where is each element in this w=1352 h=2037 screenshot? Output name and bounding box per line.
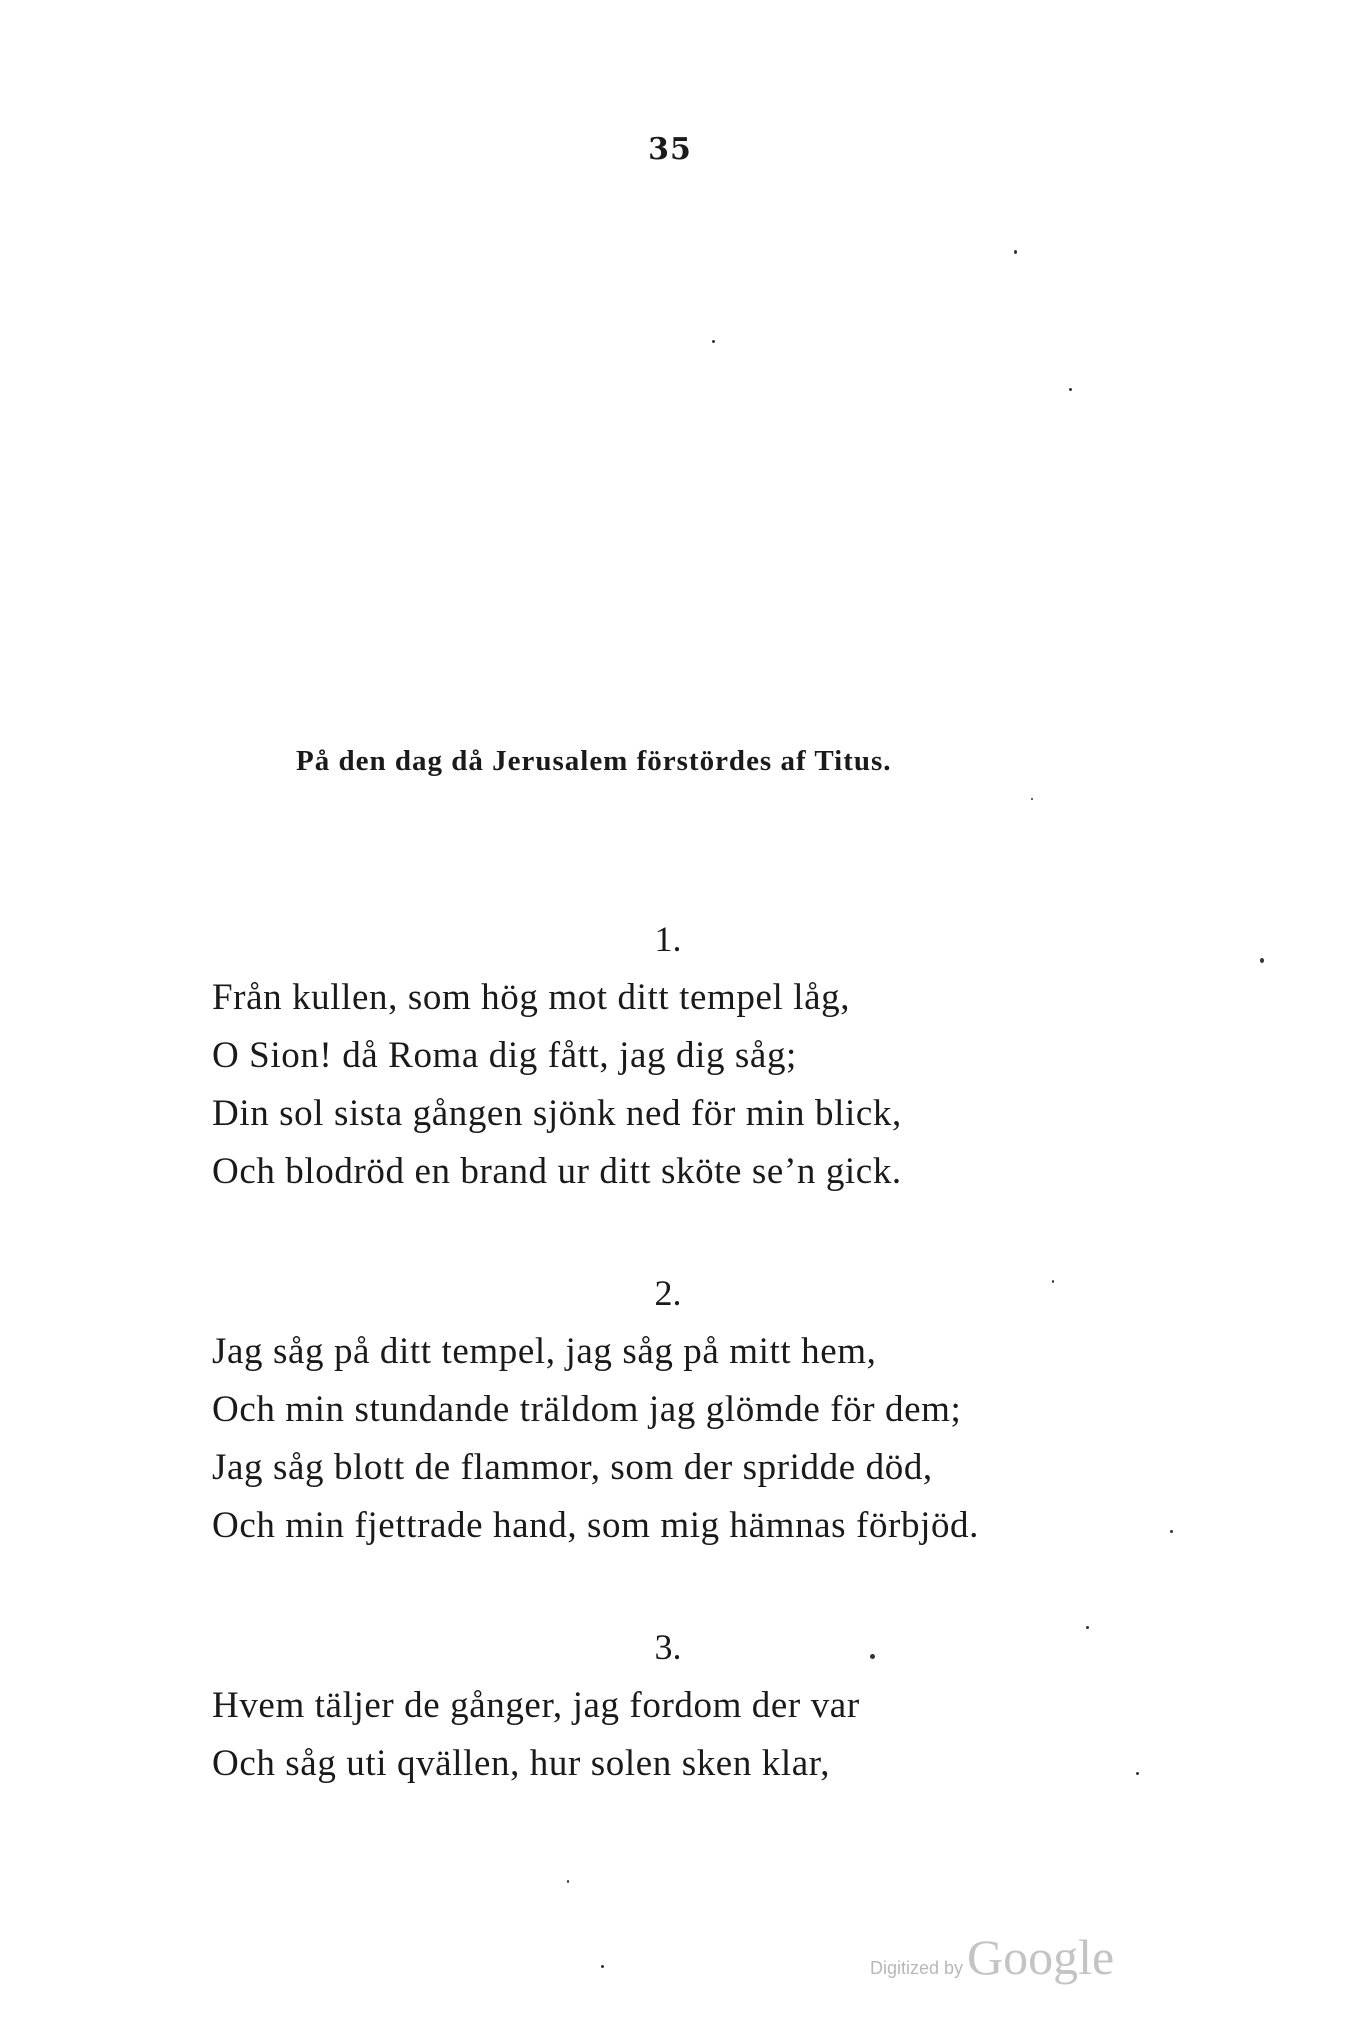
verse-line: Jag såg på ditt tempel, jag såg på mitt hem,	[212, 1331, 877, 1372]
stanza-number: 3.	[654, 1627, 682, 1667]
scan-speck	[601, 1965, 604, 1968]
scan-speck	[1069, 388, 1072, 391]
verse-line: Och min fjettrade hand, som mig hämnas förbjöd.	[212, 1505, 980, 1546]
verse-line: Hvem täljer de gånger, jag fordom der var	[212, 1685, 860, 1726]
scan-speck	[870, 1654, 875, 1659]
verse-line: Och såg uti qvällen, hur solen sken klar,	[212, 1743, 831, 1784]
scan-speck	[1086, 1626, 1089, 1629]
scan-speck	[1170, 1530, 1173, 1533]
scan-speck	[1031, 798, 1033, 800]
scan-speck	[1014, 250, 1017, 254]
verse-line: O Sion! då Roma dig fått, jag dig såg;	[212, 1035, 797, 1076]
google-logo: Google	[967, 1929, 1115, 1985]
page-number: 35	[648, 132, 692, 167]
scan-speck	[567, 1880, 569, 1883]
verse-line: Din sol sista gången sjönk ned för min blick,	[212, 1093, 902, 1134]
verse-line: Och min stundande träldom jag glömde för dem;	[212, 1389, 962, 1430]
watermark-prefix: Digitized by	[870, 1958, 964, 1978]
scan-speck	[1260, 958, 1264, 963]
verse-line: Jag såg blott de flammor, som der spridde död,	[212, 1447, 933, 1488]
scan-speck	[1052, 1280, 1054, 1283]
stanza-number: 1.	[654, 919, 682, 959]
scan-speck	[1136, 1772, 1139, 1775]
verse-line: Och blodröd en brand ur ditt sköte se’n gick.	[212, 1151, 902, 1192]
verse-line: Från kullen, som hög mot ditt tempel låg,	[212, 977, 851, 1018]
digitized-by-google-watermark	[870, 1928, 1114, 1986]
scan-speck	[712, 340, 715, 343]
poem-title: På den dag då Jerusalem förstördes af Titus.	[296, 745, 892, 777]
stanza-number: 2.	[654, 1273, 682, 1313]
